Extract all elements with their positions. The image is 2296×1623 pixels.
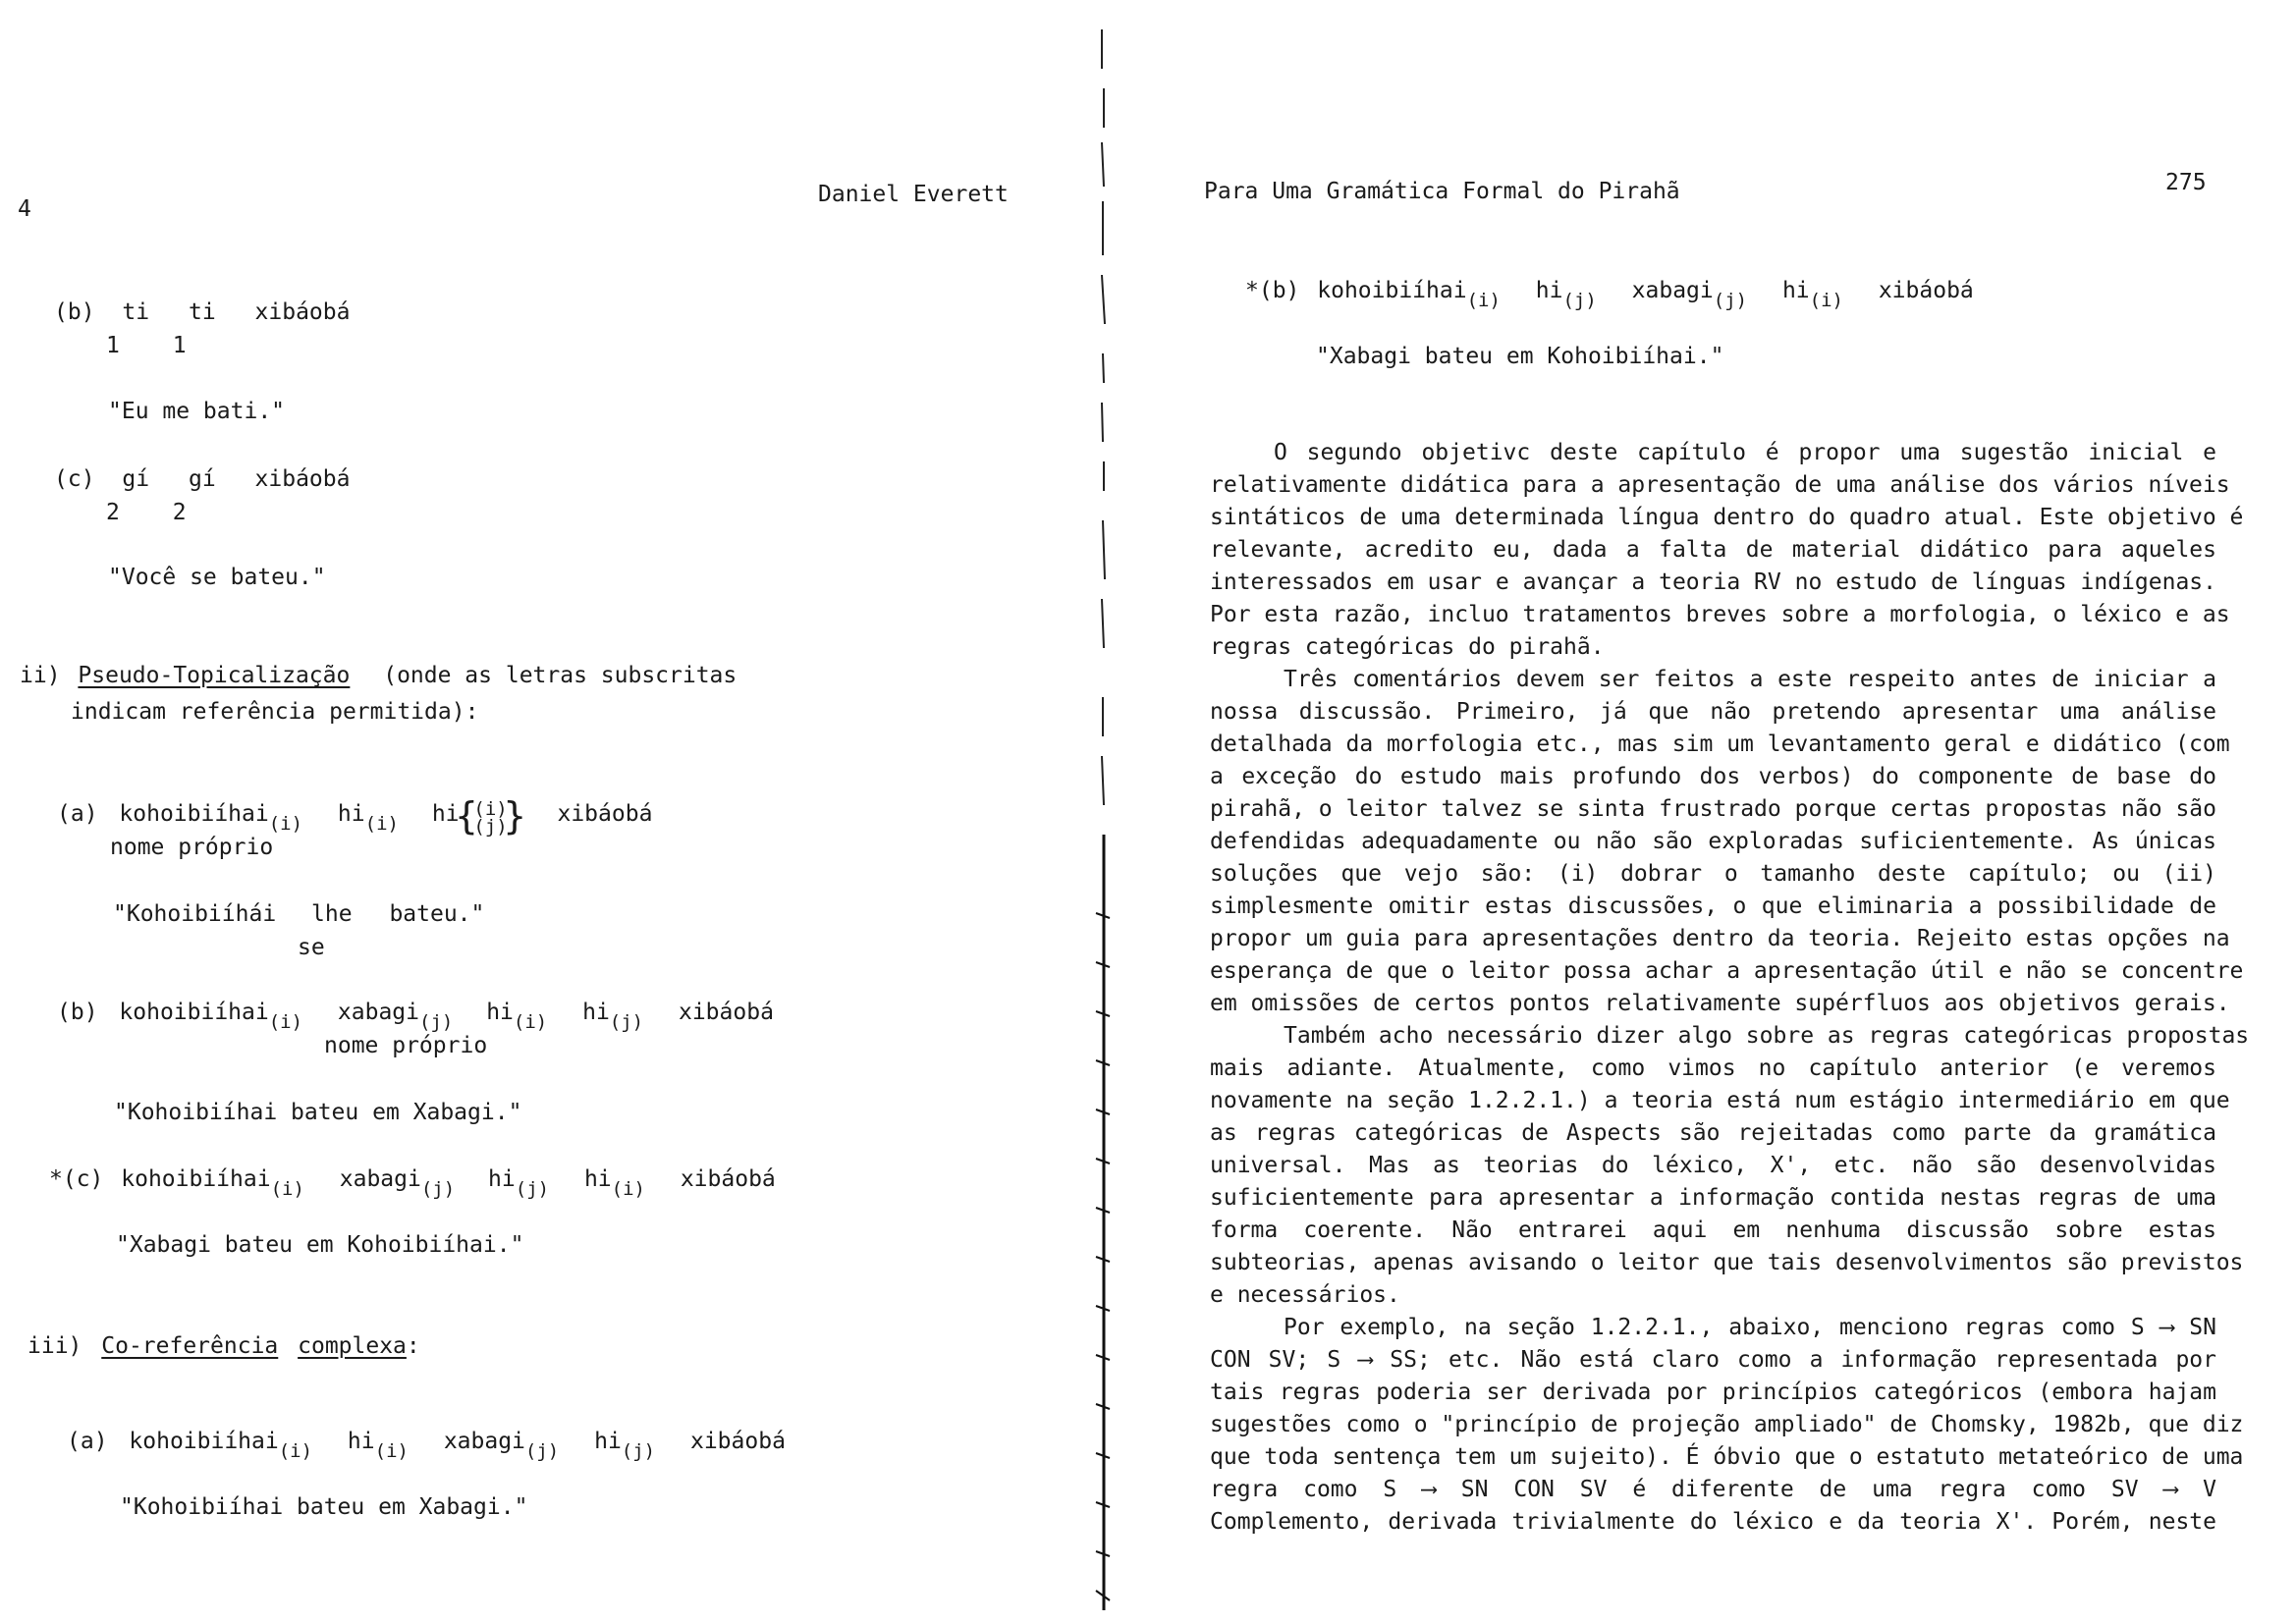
subscript: (i)	[270, 1178, 304, 1200]
body-line: soluções que vejo são: (i) dobrar o tamanho deste capítulo; ou (ii)	[1210, 861, 2216, 887]
subscript: (i)	[1466, 290, 1501, 311]
body-line: sintáticos de uma determinada língua dentro do quadro atual. Este objetivo é	[1210, 505, 2244, 530]
index: 1	[172, 333, 187, 358]
book-spine-binding	[1090, 29, 1118, 1610]
left-page-number: 4	[18, 196, 31, 222]
index: 2	[172, 500, 187, 525]
body-line: esperança de que o leitor possa achar a apresentação útil e não se concentre	[1210, 958, 2244, 984]
word: xibáobá	[678, 1000, 774, 1025]
word: xibáobá	[254, 466, 351, 492]
index: 2	[106, 500, 120, 525]
example-iii-a-gloss: "Kohoibiíhai bateu em Xabagi."	[120, 1494, 528, 1520]
example-label: (b)	[54, 299, 95, 325]
subscript: (j)	[419, 1011, 454, 1033]
section-numeral: iii)	[27, 1333, 82, 1359]
word: hi	[583, 1166, 612, 1192]
body-line: relevante, acredito eu, dada a falta de material didático para aqueles	[1210, 537, 2216, 563]
body-line: detalhada da morfologia etc., mas sim um levantamento geral e didático (com	[1210, 731, 2230, 757]
example-ii-b-note: nome próprio	[324, 1033, 488, 1058]
subscript-stack: (i) (j)	[473, 798, 508, 838]
body-line: sugestões como o "princípio de projeção ampliado" de Chomsky, 1982b, que diz	[1210, 1412, 2244, 1437]
subscript: (i)	[268, 813, 303, 835]
section-title: Co-referência	[101, 1333, 279, 1359]
example-ii-a-gloss-se: se	[298, 935, 325, 960]
example-ii-b	[57, 1000, 774, 1033]
subscript: (j)	[1562, 290, 1597, 311]
index: 1	[106, 333, 120, 358]
subscript: (i)	[364, 813, 399, 835]
body-line: subteorias, apenas avisando o leitor que tais desenvolvimentos são previstos	[1210, 1250, 2244, 1275]
subscript: (j)	[420, 1178, 456, 1200]
example-c-indices	[106, 500, 187, 525]
example-iii-a	[67, 1429, 786, 1462]
right-running-head: Para Uma Gramática Formal do Pirahã	[1204, 179, 1680, 204]
section-title: complexa	[298, 1333, 407, 1359]
left-running-head: Daniel Everett	[818, 182, 1009, 207]
section-numeral: ii)	[20, 663, 61, 688]
word: xabagi	[337, 1000, 420, 1025]
word: hi	[1535, 278, 1563, 303]
subscript: (i)	[1809, 290, 1843, 311]
subscript: (j)	[1713, 290, 1748, 311]
word: hi	[431, 801, 460, 827]
body-line: tais regras poderia ser derivada por princípios categóricos (embora hajam	[1210, 1380, 2216, 1405]
body-line: nossa discussão. Primeiro, já que não pretendo apresentar uma análise	[1210, 699, 2216, 725]
body-line: suficientemente para apresentar a informação contida nestas regras de uma	[1210, 1185, 2216, 1211]
word: ti	[188, 299, 216, 325]
word: kohoibiíhai	[121, 1166, 271, 1192]
section-title: Pseudo-Topicalização	[78, 663, 351, 688]
subscript: (i)	[374, 1440, 409, 1462]
body-line: Complemento, derivada trivialmente do léxico e da teoria X'. Porém, neste	[1210, 1509, 2216, 1535]
right-page-number: 275	[2165, 170, 2207, 195]
body-line: interessados em usar e avançar a teoria RV no estudo de línguas indígenas.	[1210, 569, 2216, 595]
word: hi	[486, 1000, 514, 1025]
subscript: (i)	[268, 1011, 303, 1033]
right-brace-icon: }	[503, 794, 526, 838]
example-ii-b-gloss: "Kohoibiíhai bateu em Xabagi."	[114, 1100, 522, 1125]
example-b-indices	[106, 333, 187, 358]
subscript: (j)	[515, 1178, 550, 1200]
example-label: *(c)	[49, 1166, 104, 1192]
word: gí	[188, 466, 216, 492]
word: xibáobá	[1878, 278, 1974, 303]
word: hi	[1781, 278, 1810, 303]
example-b-right-gloss: "Xabagi bateu em Kohoibiíhai."	[1316, 344, 1724, 369]
word: kohoibiíhai	[1317, 278, 1467, 303]
word: kohoibiíhai	[129, 1429, 279, 1454]
body-line: e necessários.	[1210, 1282, 1400, 1308]
body-line: Por esta razão, incluo tratamentos breves sobre a morfologia, o léxico e as	[1210, 602, 2230, 627]
example-b-right	[1245, 278, 1974, 311]
example-label: (b)	[57, 1000, 98, 1025]
body-line: mais adiante. Atualmente, como vimos no capítulo anterior (e veremos	[1210, 1055, 2216, 1081]
body-line: a exceção do estudo mais profundo dos verbos) do componente de base do	[1210, 764, 2216, 789]
example-label: (c)	[54, 466, 95, 492]
subscript: (j)	[609, 1011, 644, 1033]
body-line: regra como S ⟶ SN CON SV é diferente de uma regra como SV ⟶ V	[1210, 1477, 2216, 1502]
example-b-left	[54, 299, 350, 325]
body-line: Por exemplo, na seção 1.2.2.1., abaixo, menciono regras como S ⟶ SN	[1284, 1315, 2216, 1340]
word: hi	[347, 1429, 375, 1454]
body-line: universal. Mas as teorias do léxico, X', etc. não são desenvolvidas	[1210, 1153, 2216, 1178]
example-label: (a)	[57, 801, 98, 827]
body-line: em omissões de certos pontos relativamente supérfluos aos objetivos gerais.	[1210, 991, 2230, 1016]
section-rest: (onde as letras subscritas	[383, 663, 738, 688]
body-line: forma coerente. Não entrarei aqui em nenhuma discussão sobre estas	[1210, 1217, 2216, 1243]
example-ii-a-gloss: "Kohoibiíhái lhe bateu."	[113, 901, 485, 927]
example-ii-c	[49, 1166, 776, 1200]
left-brace-icon: {	[455, 794, 478, 838]
body-line: propor um guia para apresentações dentro da teoria. Rejeito estas opções na	[1210, 926, 2230, 951]
subscript: (i)	[513, 1011, 548, 1033]
example-ii-a-note: nome próprio	[110, 835, 274, 860]
word: xibáobá	[680, 1166, 776, 1192]
body-line: que toda sentença tem um sujeito). É óbvio que o estatuto metateórico de uma	[1210, 1444, 2244, 1470]
example-b-gloss: "Eu me bati."	[108, 399, 286, 424]
body-line: as regras categóricas de Aspects são rejeitadas como parte da gramática	[1210, 1120, 2216, 1146]
example-c-gloss: "Você se bateu."	[108, 565, 326, 590]
word: xabagi	[339, 1166, 421, 1192]
word: xabagi	[443, 1429, 525, 1454]
example-ii-c-gloss: "Xabagi bateu em Kohoibiíhai."	[116, 1232, 524, 1258]
word: xibáobá	[557, 801, 653, 827]
body-line: Também acho necessário dizer algo sobre as regras categóricas propostas	[1284, 1023, 2250, 1049]
section-ii-heading	[20, 663, 737, 688]
word: hi	[488, 1166, 516, 1192]
body-line: relativamente didática para a apresentação de uma análise dos vários níveis	[1210, 472, 2230, 498]
word: kohoibiíhai	[119, 801, 269, 827]
subscript: (i)	[278, 1440, 313, 1462]
body-line: novamente na seção 1.2.2.1.) a teoria está num estágio intermediário em que	[1210, 1088, 2230, 1113]
body-line: defendidas adequadamente ou não são exploradas suficientemente. As únicas	[1210, 829, 2216, 854]
word: gí	[122, 466, 150, 492]
example-c-left	[54, 466, 350, 492]
example-label: *(b)	[1245, 278, 1300, 303]
section-iii-heading: iii) Co-referência complexa:	[27, 1333, 420, 1359]
body-line: pirahã, o leitor talvez se sinta frustrado porque certas propostas não são	[1210, 796, 2216, 822]
section-ii-line2: indicam referência permitida):	[71, 699, 479, 725]
word: hi	[594, 1429, 622, 1454]
word: xibáobá	[254, 299, 351, 325]
word: ti	[122, 299, 150, 325]
subscript: (j)	[621, 1440, 656, 1462]
subscript: (i)	[611, 1178, 645, 1200]
subscript: (j)	[524, 1440, 560, 1462]
example-label: (a)	[67, 1429, 108, 1454]
word: xabagi	[1631, 278, 1714, 303]
body-line: Três comentários devem ser feitos a este respeito antes de iniciar a	[1284, 667, 2216, 692]
word: hi	[582, 1000, 610, 1025]
body-line: regras categóricas do pirahã.	[1210, 634, 1605, 660]
word: xibáobá	[689, 1429, 786, 1454]
word: kohoibiíhai	[119, 1000, 269, 1025]
example-ii-a	[57, 794, 653, 838]
body-line: O segundo objetivc deste capítulo é propor uma sugestão inicial e	[1274, 440, 2216, 465]
body-line: CON SV; S ⟶ SS; etc. Não está claro como a informação representada por	[1210, 1347, 2216, 1373]
word: hi	[337, 801, 365, 827]
body-line: simplesmente omitir estas discussões, o que eliminaria a possibilidade de	[1210, 893, 2216, 919]
